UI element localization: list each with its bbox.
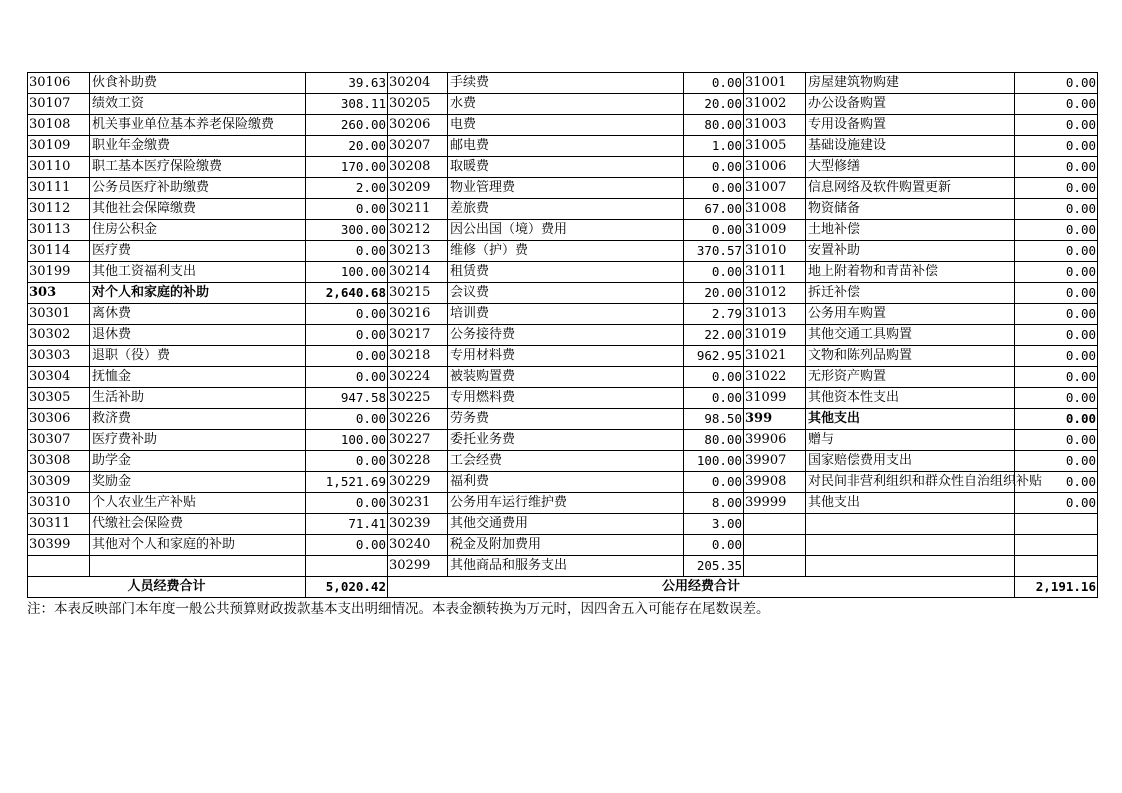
table-row <box>28 430 1098 451</box>
group1-econ-code-cell <box>28 556 90 577</box>
group2-item-name-cell: 工会经费 <box>448 451 684 472</box>
group1-econ-code-cell: 30109 <box>28 136 90 157</box>
group2-econ-code-cell: 30239 <box>388 514 448 535</box>
group2-amount-cell: 80.00 <box>684 115 744 136</box>
group3-item-name-cell: 物资储备 <box>806 199 1015 220</box>
group1-econ-code-cell: 30110 <box>28 157 90 178</box>
group2-item-name-cell: 公务用车运行维护费 <box>448 493 684 514</box>
group2-amount-cell: 100.00 <box>684 451 744 472</box>
group3-econ-code-cell: 31003 <box>744 115 806 136</box>
group2-econ-code-cell: 30227 <box>388 430 448 451</box>
table-row <box>28 304 1098 325</box>
group2-amount-cell: 2.79 <box>684 304 744 325</box>
table-row <box>28 514 1098 535</box>
group1-amount-cell: 20.00 <box>306 136 388 157</box>
group1-amount-cell: 0.00 <box>306 325 388 346</box>
group1-amount-cell: 71.41 <box>306 514 388 535</box>
group1-econ-code-cell: 30307 <box>28 430 90 451</box>
table-row <box>28 325 1098 346</box>
group1-item-name-cell: 救济费 <box>90 409 306 430</box>
group3-item-name-cell: 其他支出 <box>806 493 1015 514</box>
group2-amount-cell: 20.00 <box>684 283 744 304</box>
group3-amount-cell: 0.00 <box>1015 430 1098 451</box>
group3-amount-cell: 0.00 <box>1015 136 1098 157</box>
group1-amount-cell: 0.00 <box>306 409 388 430</box>
group2-item-name-cell: 物业管理费 <box>448 178 684 199</box>
group1-amount-cell: 0.00 <box>306 241 388 262</box>
totals-section <box>28 577 1098 598</box>
group3-amount-cell: 0.00 <box>1015 325 1098 346</box>
group2-econ-code-cell: 30226 <box>388 409 448 430</box>
table-row <box>28 451 1098 472</box>
group3-econ-code-cell: 31019 <box>744 325 806 346</box>
group2-econ-code-cell: 30228 <box>388 451 448 472</box>
group1-econ-code-cell: 30311 <box>28 514 90 535</box>
group1-amount-cell: 0.00 <box>306 493 388 514</box>
group1-item-name-cell: 助学金 <box>90 451 306 472</box>
group2-econ-code-cell: 30215 <box>388 283 448 304</box>
group1-item-name-cell: 伙食补助费 <box>90 73 306 94</box>
table-row <box>28 367 1098 388</box>
group3-item-name-cell <box>806 535 1015 556</box>
group3-item-name-cell: 国家赔偿费用支出 <box>806 451 1015 472</box>
group2-item-name-cell: 手续费 <box>448 73 684 94</box>
group3-item-name-cell: 安置补助 <box>806 241 1015 262</box>
group1-econ-code-cell: 30112 <box>28 199 90 220</box>
group3-amount-cell: 0.00 <box>1015 472 1098 493</box>
group2-item-name-cell: 会议费 <box>448 283 684 304</box>
group2-econ-code-cell: 30224 <box>388 367 448 388</box>
group1-econ-code-cell: 30301 <box>28 304 90 325</box>
group2-econ-code-cell: 30207 <box>388 136 448 157</box>
group1-econ-code-cell: 30306 <box>28 409 90 430</box>
group2-econ-code-cell: 30240 <box>388 535 448 556</box>
group2-item-name-cell: 福利费 <box>448 472 684 493</box>
public-total-amount: 2,191.16 <box>1015 577 1098 598</box>
group2-item-name-cell: 其他交通费用 <box>448 514 684 535</box>
table-row <box>28 199 1098 220</box>
group3-item-name-cell: 对民间非营利组织和群众性自治组织补贴 <box>806 472 1015 493</box>
group1-amount-cell: 0.00 <box>306 535 388 556</box>
group2-amount-cell: 22.00 <box>684 325 744 346</box>
group3-amount-cell: 0.00 <box>1015 346 1098 367</box>
group3-amount-cell: 0.00 <box>1015 304 1098 325</box>
group3-amount-cell <box>1015 556 1098 577</box>
group1-econ-code-cell: 303 <box>28 283 90 304</box>
group2-amount-cell: 0.00 <box>684 535 744 556</box>
group1-item-name-cell: 机关事业单位基本养老保险缴费 <box>90 115 306 136</box>
group3-item-name-cell: 拆迁补偿 <box>806 283 1015 304</box>
group1-amount-cell: 947.58 <box>306 388 388 409</box>
group3-econ-code-cell: 31022 <box>744 367 806 388</box>
group2-econ-code-cell: 30205 <box>388 94 448 115</box>
group1-econ-code-cell: 30305 <box>28 388 90 409</box>
group1-econ-code-cell: 30308 <box>28 451 90 472</box>
group2-item-name-cell: 劳务费 <box>448 409 684 430</box>
table-row <box>28 388 1098 409</box>
totals-row <box>28 577 1098 598</box>
group1-amount-cell: 308.11 <box>306 94 388 115</box>
group2-item-name-cell: 专用燃料费 <box>448 388 684 409</box>
group1-item-name-cell: 代缴社会保险费 <box>90 514 306 535</box>
group2-amount-cell: 20.00 <box>684 94 744 115</box>
group2-item-name-cell: 专用材料费 <box>448 346 684 367</box>
group1-econ-code-cell: 30114 <box>28 241 90 262</box>
table-body <box>28 73 1098 577</box>
group1-econ-code-cell: 30108 <box>28 115 90 136</box>
group1-amount-cell: 100.00 <box>306 430 388 451</box>
group3-amount-cell: 0.00 <box>1015 115 1098 136</box>
group3-amount-cell: 0.00 <box>1015 388 1098 409</box>
group2-amount-cell: 80.00 <box>684 430 744 451</box>
group3-item-name-cell: 其他交通工具购置 <box>806 325 1015 346</box>
group3-econ-code-cell: 31001 <box>744 73 806 94</box>
group1-econ-code-cell: 30199 <box>28 262 90 283</box>
group1-item-name-cell: 退职（役）费 <box>90 346 306 367</box>
group2-item-name-cell: 公务接待费 <box>448 325 684 346</box>
group2-amount-cell: 98.50 <box>684 409 744 430</box>
group1-item-name-cell: 个人农业生产补贴 <box>90 493 306 514</box>
group3-econ-code-cell: 31011 <box>744 262 806 283</box>
group1-amount-cell: 0.00 <box>306 304 388 325</box>
table-row <box>28 262 1098 283</box>
group1-item-name-cell: 医疗费 <box>90 241 306 262</box>
group2-amount-cell: 67.00 <box>684 199 744 220</box>
group3-amount-cell <box>1015 514 1098 535</box>
group3-econ-code-cell: 31007 <box>744 178 806 199</box>
group2-item-name-cell: 差旅费 <box>448 199 684 220</box>
group3-amount-cell: 0.00 <box>1015 157 1098 178</box>
group1-item-name-cell: 医疗费补助 <box>90 430 306 451</box>
group3-amount-cell: 0.00 <box>1015 199 1098 220</box>
group3-amount-cell: 0.00 <box>1015 178 1098 199</box>
group3-item-name-cell: 土地补偿 <box>806 220 1015 241</box>
group2-item-name-cell: 水费 <box>448 94 684 115</box>
group1-item-name-cell: 住房公积金 <box>90 220 306 241</box>
group2-item-name-cell: 委托业务费 <box>448 430 684 451</box>
group2-amount-cell: 0.00 <box>684 388 744 409</box>
group2-amount-cell: 0.00 <box>684 367 744 388</box>
group2-amount-cell: 8.00 <box>684 493 744 514</box>
group2-econ-code-cell: 30216 <box>388 304 448 325</box>
group1-item-name-cell: 其他对个人和家庭的补助 <box>90 535 306 556</box>
group3-econ-code-cell: 31008 <box>744 199 806 220</box>
personnel-total-label: 人员经费合计 <box>28 577 306 598</box>
group3-econ-code-cell <box>744 514 806 535</box>
group3-amount-cell: 0.00 <box>1015 220 1098 241</box>
group2-item-name-cell: 培训费 <box>448 304 684 325</box>
group3-amount-cell <box>1015 535 1098 556</box>
budget-detail-table <box>27 72 1098 598</box>
group3-econ-code-cell: 31013 <box>744 304 806 325</box>
table-row <box>28 535 1098 556</box>
group3-amount-cell: 0.00 <box>1015 73 1098 94</box>
group1-item-name-cell: 生活补助 <box>90 388 306 409</box>
group3-item-name-cell: 其他资本性支出 <box>806 388 1015 409</box>
group1-item-name-cell: 其他工资福利支出 <box>90 262 306 283</box>
group3-amount-cell: 0.00 <box>1015 451 1098 472</box>
table-row <box>28 115 1098 136</box>
group3-econ-code-cell: 31010 <box>744 241 806 262</box>
group2-item-name-cell: 电费 <box>448 115 684 136</box>
group2-econ-code-cell: 30204 <box>388 73 448 94</box>
group3-econ-code-cell <box>744 556 806 577</box>
group3-item-name-cell <box>806 514 1015 535</box>
personnel-total-amount: 5,020.42 <box>306 577 388 598</box>
group2-amount-cell: 0.00 <box>684 178 744 199</box>
group3-amount-cell: 0.00 <box>1015 241 1098 262</box>
group1-amount-cell: 39.63 <box>306 73 388 94</box>
group1-amount-cell: 0.00 <box>306 451 388 472</box>
footnote: 注：本表反映部门本年度一般公共预算财政拨款基本支出明细情况。本表金额转换为万元时，因四舍五入可能存在尾数误差。 <box>27 601 770 617</box>
group3-item-name-cell: 赠与 <box>806 430 1015 451</box>
group1-econ-code-cell: 30310 <box>28 493 90 514</box>
group1-amount-cell: 100.00 <box>306 262 388 283</box>
group3-econ-code-cell: 31002 <box>744 94 806 115</box>
group3-item-name-cell <box>806 556 1015 577</box>
public-total-label: 公用经费合计 <box>388 577 1015 598</box>
group3-econ-code-cell: 31009 <box>744 220 806 241</box>
group3-amount-cell: 0.00 <box>1015 409 1098 430</box>
group1-item-name-cell: 绩效工资 <box>90 94 306 115</box>
group2-econ-code-cell: 30218 <box>388 346 448 367</box>
table-row <box>28 94 1098 115</box>
group2-item-name-cell: 取暖费 <box>448 157 684 178</box>
table-row <box>28 178 1098 199</box>
group1-econ-code-cell: 30111 <box>28 178 90 199</box>
table-row <box>28 73 1098 94</box>
group2-amount-cell: 0.00 <box>684 262 744 283</box>
group3-econ-code-cell: 39907 <box>744 451 806 472</box>
group1-econ-code-cell: 30309 <box>28 472 90 493</box>
group3-item-name-cell: 公务用车购置 <box>806 304 1015 325</box>
group1-econ-code-cell: 30399 <box>28 535 90 556</box>
group3-econ-code-cell: 39999 <box>744 493 806 514</box>
group1-econ-code-cell: 30106 <box>28 73 90 94</box>
group1-amount-cell: 0.00 <box>306 346 388 367</box>
group2-amount-cell: 205.35 <box>684 556 744 577</box>
group1-item-name-cell: 抚恤金 <box>90 367 306 388</box>
group2-item-name-cell: 税金及附加费用 <box>448 535 684 556</box>
group1-amount-cell: 1,521.69 <box>306 472 388 493</box>
group3-econ-code-cell: 31021 <box>744 346 806 367</box>
group1-econ-code-cell: 30304 <box>28 367 90 388</box>
group1-item-name-cell: 职工基本医疗保险缴费 <box>90 157 306 178</box>
group2-amount-cell: 3.00 <box>684 514 744 535</box>
group3-item-name-cell: 房屋建筑物购建 <box>806 73 1015 94</box>
group3-item-name-cell: 其他支出 <box>806 409 1015 430</box>
group3-econ-code-cell: 31099 <box>744 388 806 409</box>
group3-amount-cell: 0.00 <box>1015 94 1098 115</box>
group3-econ-code-cell: 39908 <box>744 472 806 493</box>
group3-amount-cell: 0.00 <box>1015 367 1098 388</box>
group2-econ-code-cell: 30225 <box>388 388 448 409</box>
group1-amount-cell: 170.00 <box>306 157 388 178</box>
group3-amount-cell: 0.00 <box>1015 262 1098 283</box>
group3-item-name-cell: 信息网络及软件购置更新 <box>806 178 1015 199</box>
group3-item-name-cell: 无形资产购置 <box>806 367 1015 388</box>
table-row <box>28 157 1098 178</box>
group1-amount-cell <box>306 556 388 577</box>
group3-econ-code-cell: 31006 <box>744 157 806 178</box>
group1-item-name-cell: 奖励金 <box>90 472 306 493</box>
table-row <box>28 472 1098 493</box>
table-row <box>28 241 1098 262</box>
group2-econ-code-cell: 30229 <box>388 472 448 493</box>
group2-econ-code-cell: 30214 <box>388 262 448 283</box>
table-row <box>28 220 1098 241</box>
group2-amount-cell: 370.57 <box>684 241 744 262</box>
group2-econ-code-cell: 30208 <box>388 157 448 178</box>
group2-item-name-cell: 维修（护）费 <box>448 241 684 262</box>
table-row <box>28 493 1098 514</box>
group3-item-name-cell: 基础设施建设 <box>806 136 1015 157</box>
group3-econ-code-cell: 31005 <box>744 136 806 157</box>
group2-amount-cell: 0.00 <box>684 73 744 94</box>
group2-item-name-cell: 租赁费 <box>448 262 684 283</box>
group1-item-name-cell: 离休费 <box>90 304 306 325</box>
group1-amount-cell: 2,640.68 <box>306 283 388 304</box>
group2-amount-cell: 1.00 <box>684 136 744 157</box>
group1-item-name-cell: 对个人和家庭的补助 <box>90 283 306 304</box>
group3-econ-code-cell: 399 <box>744 409 806 430</box>
table-row <box>28 556 1098 577</box>
group2-item-name-cell: 因公出国（境）费用 <box>448 220 684 241</box>
group2-amount-cell: 962.95 <box>684 346 744 367</box>
table-row <box>28 136 1098 157</box>
group1-amount-cell: 2.00 <box>306 178 388 199</box>
group1-item-name-cell: 其他社会保障缴费 <box>90 199 306 220</box>
group2-item-name-cell: 被装购置费 <box>448 367 684 388</box>
group1-econ-code-cell: 30302 <box>28 325 90 346</box>
group3-econ-code-cell: 31012 <box>744 283 806 304</box>
group2-amount-cell: 0.00 <box>684 157 744 178</box>
group2-econ-code-cell: 30231 <box>388 493 448 514</box>
group2-econ-code-cell: 30209 <box>388 178 448 199</box>
table-row <box>28 346 1098 367</box>
group3-amount-cell: 0.00 <box>1015 283 1098 304</box>
group3-item-name-cell: 文物和陈列品购置 <box>806 346 1015 367</box>
table-row <box>28 409 1098 430</box>
group3-item-name-cell: 专用设备购置 <box>806 115 1015 136</box>
group1-amount-cell: 300.00 <box>306 220 388 241</box>
table-row <box>28 283 1098 304</box>
group1-econ-code-cell: 30303 <box>28 346 90 367</box>
group3-amount-cell: 0.00 <box>1015 493 1098 514</box>
group1-item-name-cell: 职业年金缴费 <box>90 136 306 157</box>
group3-item-name-cell: 地上附着物和青苗补偿 <box>806 262 1015 283</box>
group1-econ-code-cell: 30107 <box>28 94 90 115</box>
group2-econ-code-cell: 30213 <box>388 241 448 262</box>
group2-econ-code-cell: 30299 <box>388 556 448 577</box>
group3-item-name-cell: 大型修缮 <box>806 157 1015 178</box>
group1-amount-cell: 260.00 <box>306 115 388 136</box>
group1-item-name-cell: 公务员医疗补助缴费 <box>90 178 306 199</box>
group1-amount-cell: 0.00 <box>306 199 388 220</box>
group3-econ-code-cell: 39906 <box>744 430 806 451</box>
group3-item-name-cell: 办公设备购置 <box>806 94 1015 115</box>
group1-amount-cell: 0.00 <box>306 367 388 388</box>
group2-amount-cell: 0.00 <box>684 220 744 241</box>
group2-item-name-cell: 邮电费 <box>448 136 684 157</box>
group3-econ-code-cell <box>744 535 806 556</box>
group1-item-name-cell <box>90 556 306 577</box>
group2-econ-code-cell: 30206 <box>388 115 448 136</box>
group2-econ-code-cell: 30211 <box>388 199 448 220</box>
group2-econ-code-cell: 30212 <box>388 220 448 241</box>
group2-amount-cell: 0.00 <box>684 472 744 493</box>
group2-item-name-cell: 其他商品和服务支出 <box>448 556 684 577</box>
group1-item-name-cell: 退休费 <box>90 325 306 346</box>
group1-econ-code-cell: 30113 <box>28 220 90 241</box>
group2-econ-code-cell: 30217 <box>388 325 448 346</box>
